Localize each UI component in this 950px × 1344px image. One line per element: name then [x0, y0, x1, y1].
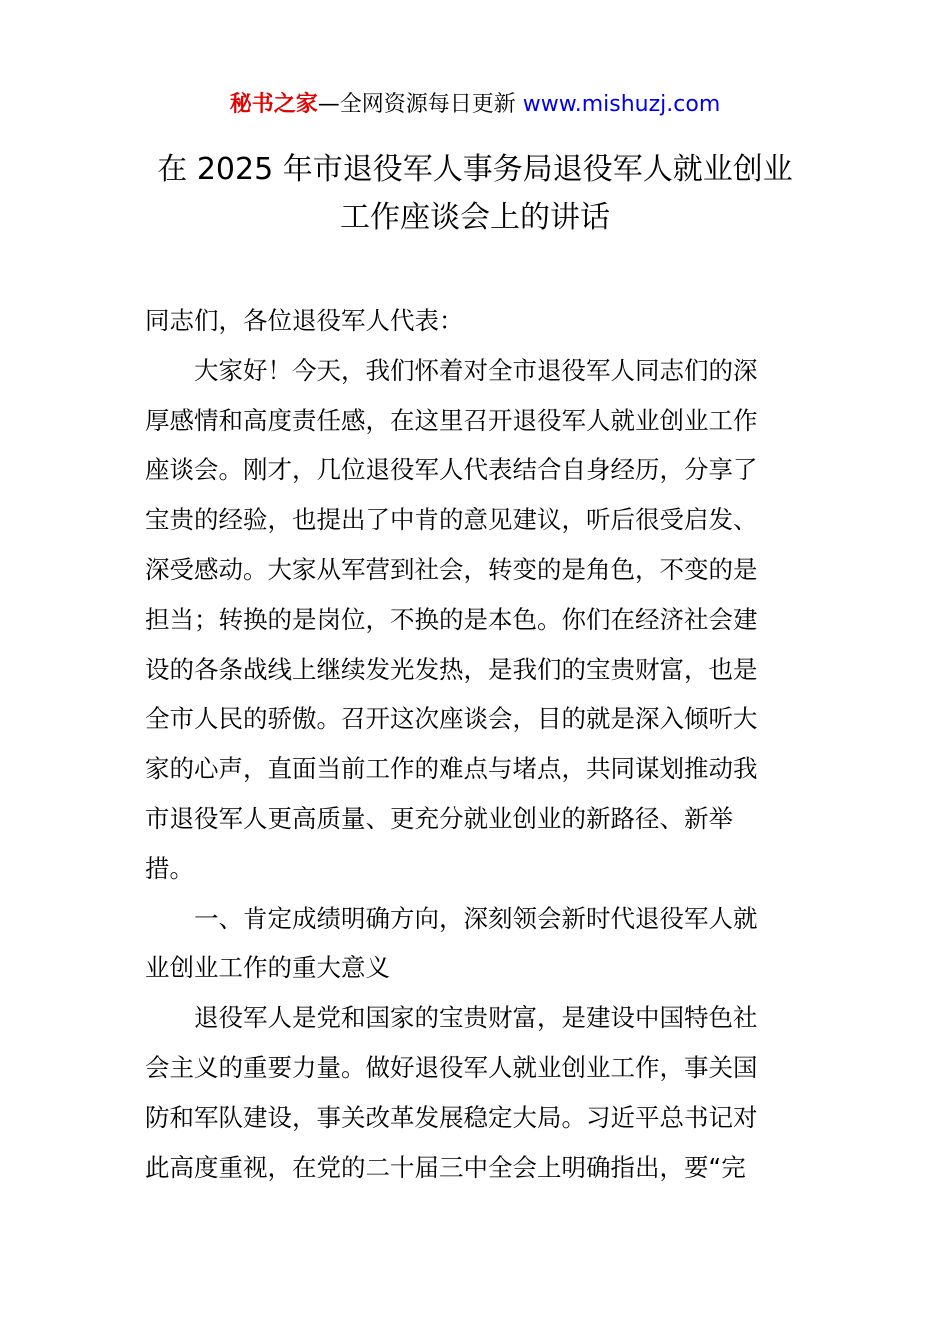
title-line-1: 在 2025 年市退役军人事务局退役军人就业创业 — [157, 152, 793, 187]
paragraph-line: 市退役军人更高质量、更充分就业创业的新路径、新举 — [145, 803, 733, 833]
paragraph-line: 深受感动。大家从军营到社会，转变的是角色，不变的是 — [145, 554, 758, 584]
paragraph-line: 厚感情和高度责任感，在这里召开退役军人就业创业工作 — [145, 405, 758, 435]
paragraph-line: 担当；转换的是岗位，不换的是本色。你们在经济社会建 — [145, 604, 758, 634]
site-header — [0, 88, 950, 122]
paragraph-line: 家的心声，直面当前工作的难点与堵点，共同谋划推动我 — [145, 754, 758, 784]
document-body — [145, 296, 810, 1192]
document-title — [130, 146, 820, 242]
section-heading-line: 业创业工作的重大意义 — [145, 953, 390, 983]
site-brand: 秘书之家 — [229, 92, 318, 117]
paragraph-line: 设的各条战线上继续发光发热，是我们的宝贵财富，也是 — [145, 654, 758, 684]
paragraph-line: 退役军人是党和国家的宝贵财富，是建设中国特色社 — [194, 1003, 758, 1033]
paragraph-line: 宝贵的经验，也提出了中肯的意见建议，听后很受启发、 — [145, 505, 758, 535]
paragraph-line: 全市人民的骄傲。召开这次座谈会，目的就是深入倾听大 — [145, 704, 758, 734]
paragraph-line: 会主义的重要力量。做好退役军人就业创业工作，事关国 — [145, 1052, 758, 1082]
section-heading-line: 一、肯定成绩明确方向，深刻领会新时代退役军人就 — [194, 903, 758, 933]
paragraph-line: 防和军队建设，事关改革发展稳定大局。习近平总书记对 — [145, 1102, 758, 1132]
paragraph-line: 座谈会。刚才，几位退役军人代表结合自身经历，分享了 — [145, 455, 758, 485]
paragraph-line: 此高度重视，在党的二十届三中全会上明确指出，要“完 — [145, 1152, 746, 1182]
site-url-link[interactable]: www.mishuzj.com — [522, 92, 721, 117]
salutation: 同志们，各位退役军人代表： — [145, 306, 464, 335]
title-line-2: 工作座谈会上的讲话 — [340, 200, 610, 235]
paragraph-line: 措。 — [145, 853, 194, 883]
site-tagline: —全网资源每日更新 — [317, 92, 523, 117]
paragraph-line: 大家好！今天，我们怀着对全市退役军人同志们的深 — [194, 355, 758, 385]
